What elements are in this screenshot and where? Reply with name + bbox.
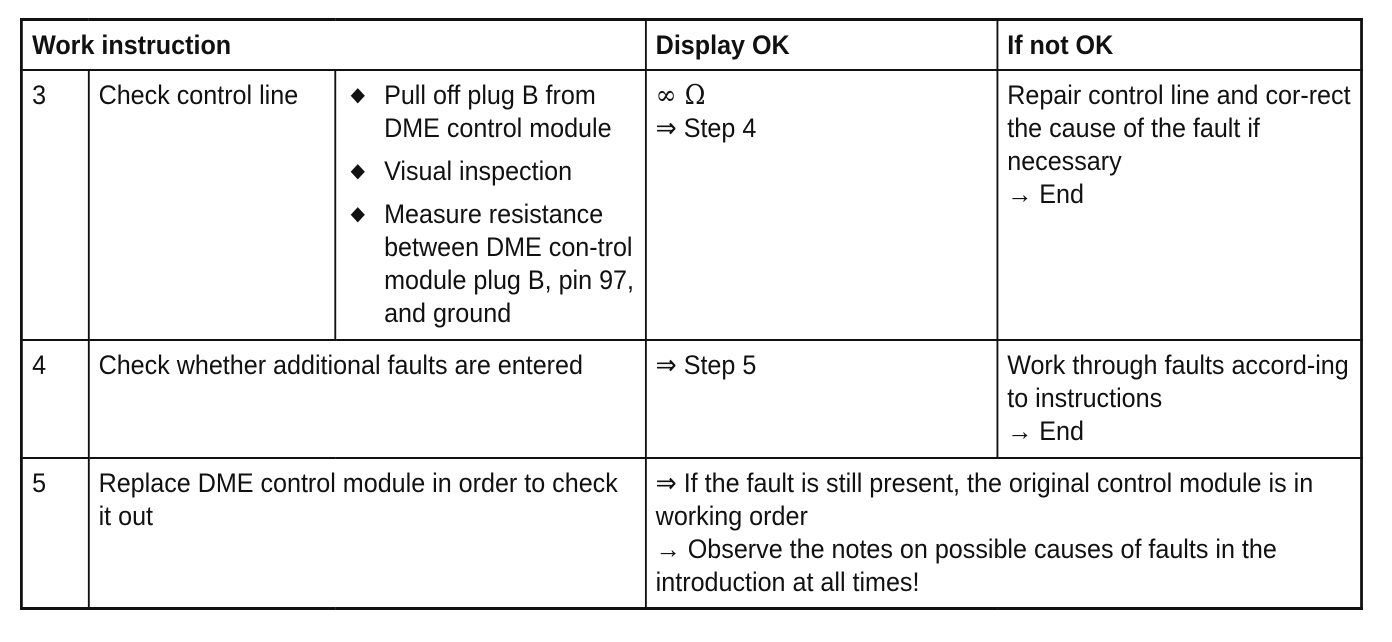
if-not-ok-action: Repair control line and cor-rect the cause of the fault if necessary <box>1007 80 1351 176</box>
instruction-text: Pull off plug B from DME control module <box>384 80 612 143</box>
result-note: → Observe the notes on possible causes of faults in the introduction at all times! <box>655 534 1277 597</box>
diamond-bullet-icon: ◆ <box>350 203 365 225</box>
header-if-not-ok: If not OK <box>997 20 1362 71</box>
instruction-list <box>345 79 635 330</box>
diamond-bullet-icon: ◆ <box>350 84 365 106</box>
display-ok-reading: ∞ Ω <box>655 80 706 111</box>
table-row <box>21 458 1361 609</box>
if-not-ok-action: Work through faults accord-ing to instructions <box>1007 350 1349 413</box>
result-cell <box>645 458 1361 609</box>
work-instruction-table <box>20 18 1363 610</box>
if-not-ok-cell <box>997 340 1362 458</box>
display-ok-next-step: ⇒ Step 4 <box>655 113 757 143</box>
display-ok-cell <box>645 340 997 458</box>
list-item <box>345 198 635 330</box>
step-number: 5 <box>21 458 88 609</box>
task-text: Check control line <box>88 70 334 340</box>
result-text: ⇒ If the fault is still present, the original control module is in working order <box>655 468 1314 531</box>
step-number: 4 <box>21 340 88 458</box>
list-item <box>345 155 635 188</box>
table-row <box>21 70 1361 340</box>
table-row <box>21 340 1361 458</box>
if-not-ok-next: → End <box>1007 179 1084 209</box>
if-not-ok-next: → End <box>1007 416 1084 446</box>
instruction-text: Measure resistance between DME con-trol module plug B, pin 97, and ground <box>384 199 634 328</box>
instruction-list-cell <box>335 70 646 340</box>
header-row <box>21 20 1361 71</box>
diamond-bullet-icon: ◆ <box>350 160 365 182</box>
header-work-instruction: Work instruction <box>21 20 645 71</box>
list-item <box>345 79 635 145</box>
display-ok-next-step: ⇒ Step 5 <box>655 350 757 380</box>
display-ok-cell <box>645 70 997 340</box>
if-not-ok-cell <box>997 70 1362 340</box>
task-text: Check whether additional faults are entered <box>88 340 645 458</box>
work-instruction-table-container <box>20 18 1360 610</box>
header-display-ok: Display OK <box>645 20 997 71</box>
instruction-text: Visual inspection <box>384 156 573 186</box>
task-text: Replace DME control module in order to check it out <box>88 458 645 609</box>
step-number: 3 <box>21 70 88 340</box>
